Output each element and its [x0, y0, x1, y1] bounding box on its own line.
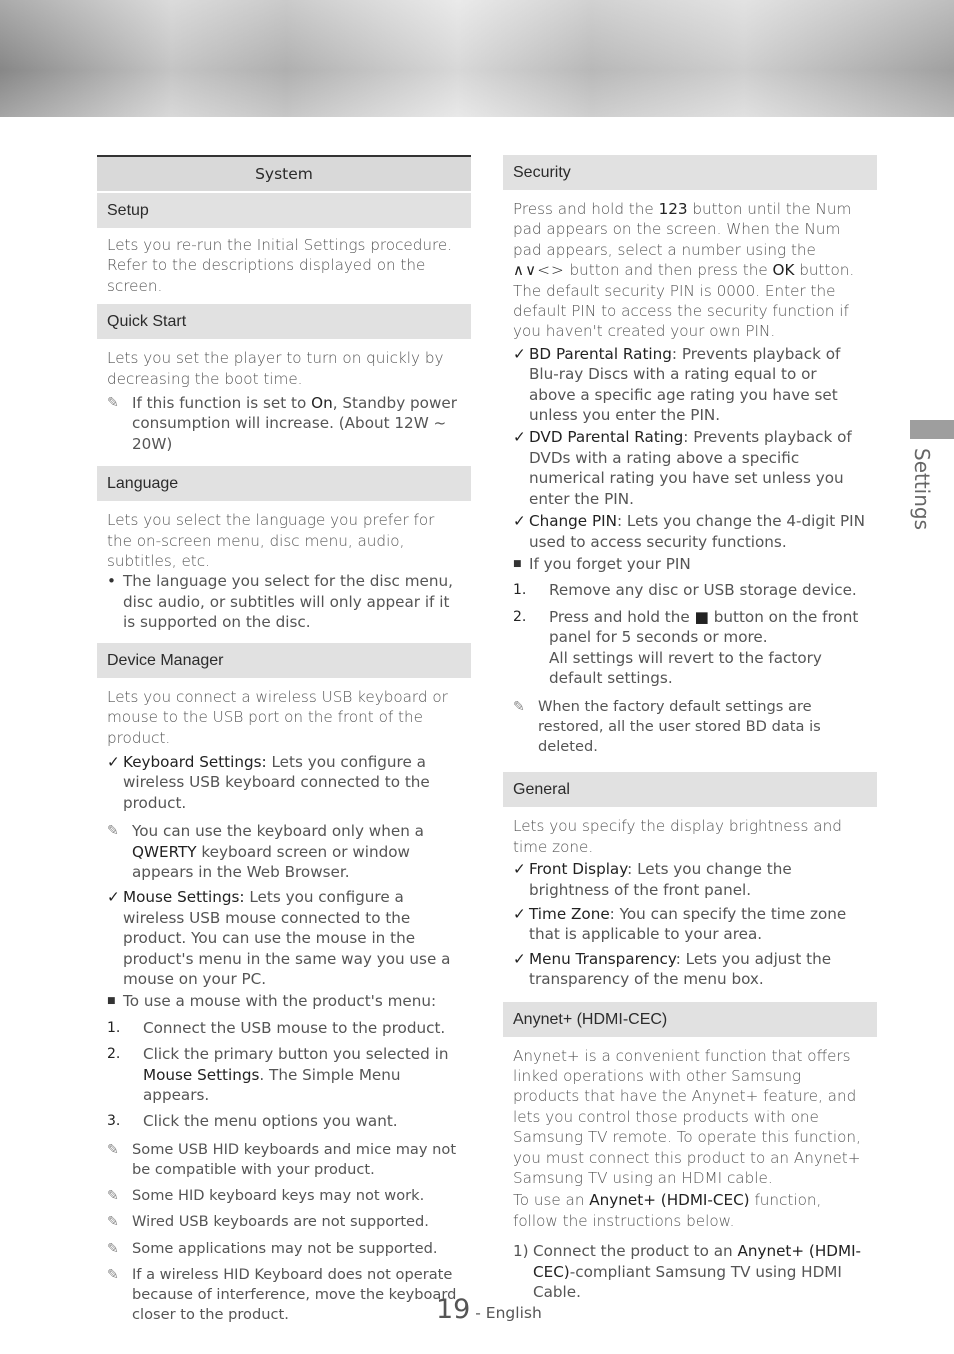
change-pin-item: ✓ Change PIN: Lets you change the 4-digit PIN used to access security functions.	[513, 512, 866, 551]
quick-start-header: Quick Start	[97, 304, 471, 339]
square-bullet-icon: ■	[513, 558, 522, 569]
language-bullet: • The language you select for the disc menu, disc audio, or subtitles will only appear if it is supported on the disc.	[107, 572, 453, 632]
bullet-dot: •	[107, 572, 116, 591]
setup-body	[97, 228, 471, 304]
general-header: General	[503, 772, 877, 807]
check-icon: ✓	[513, 428, 526, 447]
menu-transparency-item: ✓ Menu Transparency: Lets you adjust the transparency of the menu box.	[513, 949, 832, 989]
note-icon: ✎	[107, 1214, 119, 1231]
mouse-step-2: 2. Click the primary button you selected in Mouse Settings. The Simple Menu appears.	[107, 1045, 449, 1104]
quick-start-note: ✎ If this function is set to On, Standby power consumption will increase. (About 12W ~ 20W)	[107, 394, 457, 453]
page-footer	[436, 1294, 542, 1325]
time-zone-item: ✓ Time Zone: You can specify the time zone that is applicable to your area.	[513, 904, 847, 944]
page-number: 19	[436, 1294, 471, 1325]
check-icon: ✓	[513, 904, 526, 923]
check-icon: ✓	[107, 752, 120, 771]
quick-start-text: Lets you set the player to turn on quickly by decreasing the boot time.	[107, 349, 444, 388]
language-body	[97, 501, 471, 640]
settings-side-tab: Settings	[910, 448, 934, 531]
anynet-step-1: 1) Connect the product to an Anynet+ (HDMI-CEC)-compliant Samsung TV using HDMI Cable.	[513, 1242, 862, 1302]
mouse-step-1: 1. Connect the USB mouse to the product.	[107, 1018, 446, 1037]
note-icon: ✎	[107, 1187, 119, 1204]
device-manager-text: Lets you connect a wireless USB keyboard or mouse to the USB port on the front of the product.	[107, 687, 448, 747]
mouse-step-3: 3. Click the menu options you want.	[107, 1112, 398, 1131]
device-note-3: ✎ Wired USB keyboards are not supported.	[107, 1212, 461, 1232]
reset-step-2: 2. Press and hold the ■ button on the front panel for 5 seconds or more. All settings will revert to the factory default settings.	[513, 607, 859, 687]
check-icon: ✓	[513, 860, 526, 879]
note-icon: ✎	[107, 395, 119, 412]
anynet-body	[503, 1037, 877, 1311]
note-icon: ✎	[513, 699, 525, 716]
note-icon: ✎	[107, 823, 119, 840]
mouse-settings-item: ✓ Mouse Settings: Lets you configure a wireless USB mouse connected to the product. You can use the mouse in the product's menu in the same way you use a mouse on your PC.	[107, 888, 451, 988]
note-icon: ✎	[107, 1267, 119, 1284]
settings-side-tab-bar	[910, 420, 954, 439]
anynet-text: Anynet+ is a convenient function that offers linked operations with other Samsung products that have the Anynet+ feature, and lets you control those products with one Samsung TV remote. To operate this function, you must connect this product to an Anynet+ Samsung TV using an HDMI cable.	[513, 1046, 861, 1188]
note-icon: ✎	[107, 1240, 119, 1257]
general-body	[503, 807, 877, 997]
mouse-bullet: ■ To use a mouse with the product's menu:	[107, 992, 437, 1011]
setup-text-2: Refer to the descriptions displayed on the screen.	[107, 256, 426, 295]
device-note-2: ✎ Some HID keyboard keys may not work.	[107, 1186, 461, 1206]
language-text: Lets you select the language you prefer for the on-screen menu, disc menu, audio, subtitles, etc.	[107, 511, 435, 571]
stop-button-icon: ■	[694, 607, 709, 626]
left-column	[97, 155, 471, 1333]
device-note-4: ✎ Some applications may not be supported.	[107, 1239, 461, 1259]
check-icon: ✓	[107, 888, 120, 907]
forget-pin-bullet: ■ If you forget your PIN	[513, 554, 691, 573]
security-text: Press and hold the 123 button until the Num pad appears on the screen. When the Num pad appears, select a number using the ∧∨<> button and then press the OK button. The default security PIN is 0000. Enter the default PIN to access the security function if you haven't created your own PIN.	[513, 200, 855, 341]
check-icon: ✓	[513, 512, 526, 531]
keyboard-note: ✎ You can use the keyboard only when a QWERTY keyboard screen or window appears in the Web Browser.	[107, 822, 424, 881]
front-display-item: ✓ Front Display: Lets you change the brightness of the front panel.	[513, 860, 792, 899]
arrow-keys-icon: ∧∨<>	[513, 261, 565, 280]
device-manager-header: Device Manager	[97, 643, 471, 678]
system-table-title: System	[97, 155, 471, 191]
general-text: Lets you specify the display brightness and time zone.	[513, 817, 842, 856]
device-note-5: ✎ If a wireless HID Keyboard does not operate because of interference, move the keyboard closer to the product.	[107, 1266, 457, 1324]
security-body	[503, 190, 877, 765]
right-column	[503, 155, 877, 1310]
anynet-header: Anynet+ (HDMI-CEC)	[503, 1002, 877, 1037]
dvd-parental-rating-item: ✓ DVD Parental Rating: Prevents playback of DVDs with a rating above a specific numerical rating you have set unless you enter the PIN.	[513, 428, 852, 508]
security-header: Security	[503, 155, 877, 190]
check-icon: ✓	[513, 344, 526, 363]
setup-text-1: Lets you re-run the Initial Settings procedure.	[107, 236, 453, 254]
note-icon: ✎	[107, 1141, 119, 1158]
setup-header: Setup	[97, 193, 471, 228]
language-header: Language	[97, 466, 471, 501]
check-icon: ✓	[513, 949, 526, 968]
reset-step-1: 1. Remove any disc or USB storage device.	[513, 581, 857, 600]
square-bullet-icon: ■	[107, 996, 116, 1007]
quick-start-body	[97, 339, 471, 462]
bd-parental-rating-item: ✓ BD Parental Rating: Prevents playback of Blu-ray Discs with a rating equal to or above a specific age rating you have set unless you enter the PIN.	[513, 344, 841, 425]
anynet-instructions: To use an Anynet+ (HDMI-CEC) function, follow the instructions below.	[513, 1191, 822, 1230]
footer-language: - English	[470, 1304, 542, 1322]
keyboard-settings-item: ✓ Keyboard Settings: Lets you configure a wireless USB keyboard connected to the product.	[107, 752, 430, 812]
header-banner	[0, 0, 954, 117]
device-manager-body	[97, 678, 471, 1333]
device-note-1: ✎ Some USB HID keyboards and mice may not be compatible with your product.	[107, 1140, 457, 1178]
security-note: ✎ When the factory default settings are restored, all the user stored BD data is deleted.	[513, 698, 821, 756]
